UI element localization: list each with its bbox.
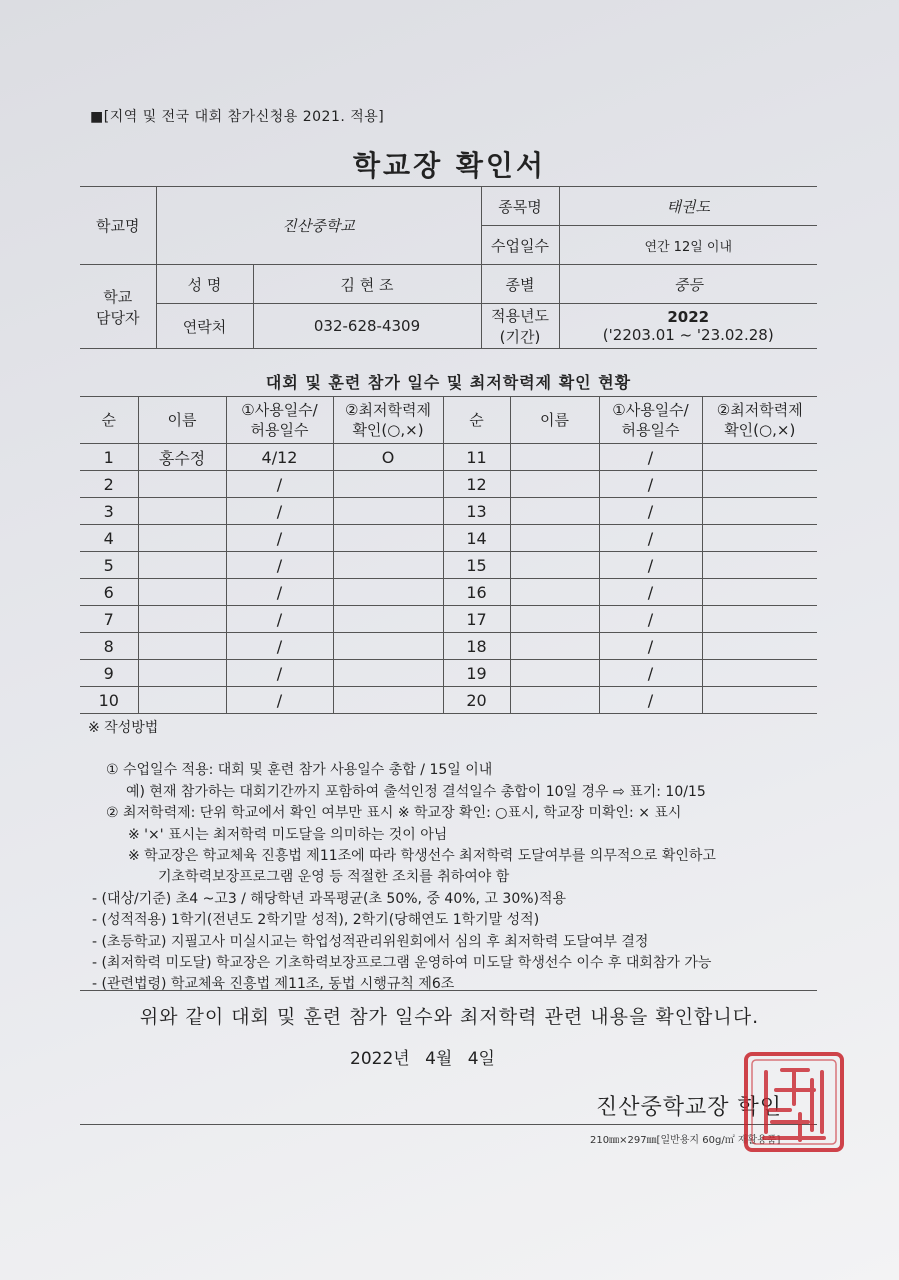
row-number: 10 [80, 687, 138, 714]
row-days-used: / [226, 525, 333, 552]
header-academic: ②최저학력제 확인(○,×) [333, 397, 443, 444]
row-number: 1 [80, 444, 138, 471]
row-days-used: / [599, 660, 702, 687]
row-student-name [510, 687, 599, 714]
row-number: 5 [80, 552, 138, 579]
row-days-used: / [226, 552, 333, 579]
row-student-name [138, 552, 226, 579]
row-days-used: / [599, 579, 702, 606]
label-phone: 연락처 [156, 304, 253, 349]
row-academic-check [333, 498, 443, 525]
school-info-table [80, 186, 817, 349]
label-division: 종별 [481, 265, 559, 304]
divider [80, 990, 817, 991]
header-days: ①사용일수/ 허용일수 [226, 397, 333, 444]
row-number: 13 [443, 498, 510, 525]
row-days-used: / [226, 498, 333, 525]
row-academic-check [333, 606, 443, 633]
row-student-name [510, 660, 599, 687]
table-row [80, 687, 817, 714]
row-number: 9 [80, 660, 138, 687]
header-no: 순 [80, 397, 138, 444]
row-student-name [510, 633, 599, 660]
label-school-contact: 학교 담당자 [80, 265, 156, 349]
row-number: 19 [443, 660, 510, 687]
row-number: 18 [443, 633, 510, 660]
row-number: 8 [80, 633, 138, 660]
row-student-name [138, 606, 226, 633]
divider [80, 1124, 817, 1125]
note-line: ① 수업일수 적용: 대회 및 훈련 참가 사용일수 총합 / 15일 이내 [106, 762, 493, 779]
row-number: 15 [443, 552, 510, 579]
note-line: ② 최저학력제: 단위 학교에서 확인 여부만 표시 ※ 학교장 확인: ○표시, 학교장 미확인: × 표시 [106, 805, 682, 822]
row-student-name [138, 660, 226, 687]
note-line: ※ '×' 표시는 최저학력 미도달을 의미하는 것이 아님 [128, 826, 448, 843]
row-number: 12 [443, 471, 510, 498]
row-student-name [510, 579, 599, 606]
row-student-name [138, 525, 226, 552]
value-apply-year: 2022 ('2203.01 ~ '23.02.28) [559, 304, 817, 349]
row-academic-check [702, 444, 817, 471]
row-academic-check [333, 633, 443, 660]
row-academic-check: O [333, 444, 443, 471]
row-student-name [510, 552, 599, 579]
note-line: 기초학력보장프로그램 운영 등 적절한 조치를 취하여야 함 [158, 869, 510, 886]
table-row [80, 444, 817, 471]
row-days-used: / [226, 579, 333, 606]
form-usage-note: ■[지역 및 전국 대회 참가신청용 2021. 적용] [90, 109, 385, 125]
participation-table [80, 396, 817, 714]
label-class-days: 수업일수 [481, 226, 559, 265]
label-apply-year: 적용년도 (기간) [481, 304, 559, 349]
row-number: 3 [80, 498, 138, 525]
row-days-used: / [226, 687, 333, 714]
table-row [80, 552, 817, 579]
row-academic-check [333, 471, 443, 498]
row-academic-check [702, 633, 817, 660]
header-name-2: 이름 [510, 397, 599, 444]
row-days-used: / [599, 606, 702, 633]
row-days-used: / [226, 606, 333, 633]
row-student-name [138, 579, 226, 606]
header-academic-2: ②최저학력제 확인(○,×) [702, 397, 817, 444]
row-number: 2 [80, 471, 138, 498]
section-title: 대회 및 훈련 참가 일수 및 최저학력제 확인 현황 [265, 373, 632, 392]
row-academic-check [333, 579, 443, 606]
value-person-name: 김 현 조 [253, 265, 481, 304]
row-academic-check [333, 687, 443, 714]
value-school-name: 진산중학교 [156, 187, 481, 265]
row-student-name [510, 498, 599, 525]
table-row [80, 606, 817, 633]
row-days-used: / [599, 687, 702, 714]
row-student-name [138, 498, 226, 525]
header-days-2: ①사용일수/ 허용일수 [599, 397, 702, 444]
note-line: - (대상/기준) 초4 ~고3 / 해당학년 과목평균(초 50%, 중 40%, 고 30%)적용 [92, 890, 567, 907]
row-number: 11 [443, 444, 510, 471]
row-academic-check [333, 552, 443, 579]
row-days-used: 4/12 [226, 444, 333, 471]
row-academic-check [702, 525, 817, 552]
row-number: 20 [443, 687, 510, 714]
note-line: 예) 현재 참가하는 대회기간까지 포함하여 출석인정 결석일수 총합이 10일 경우 ⇨ 표기: 10/15 [126, 783, 706, 800]
table-row [80, 525, 817, 552]
value-class-days: 연간 12일 이내 [559, 226, 817, 265]
row-academic-check [702, 687, 817, 714]
row-academic-check [702, 471, 817, 498]
principal-signature: 진산중학교장 학인 [596, 1095, 783, 1120]
issue-date: 2022년 4월 4일 [350, 1049, 495, 1069]
principal-seal-stamp [742, 1050, 846, 1154]
label-person-name: 성 명 [156, 265, 253, 304]
row-days-used: / [599, 471, 702, 498]
table-row [80, 633, 817, 660]
value-sport: 태권도 [559, 187, 817, 226]
row-days-used: / [599, 444, 702, 471]
row-academic-check [702, 660, 817, 687]
row-student-name [138, 471, 226, 498]
row-days-used: / [226, 633, 333, 660]
note-line: ※ 학교장은 학교체육 진흥법 제11조에 따라 학생선수 최저학력 도달여부를 의무적으로 확인하고 [128, 848, 716, 865]
row-academic-check [702, 498, 817, 525]
row-academic-check [333, 660, 443, 687]
row-student-name: 홍수정 [138, 444, 226, 471]
header-name: 이름 [138, 397, 226, 444]
row-days-used: / [599, 552, 702, 579]
table-row [80, 579, 817, 606]
row-student-name [138, 687, 226, 714]
label-school-name: 학교명 [80, 187, 156, 265]
row-days-used: / [226, 471, 333, 498]
note-line: - (관련법령) 학교체육 진흥법 제11조, 동법 시행규칙 제6조 [92, 976, 455, 993]
row-number: 17 [443, 606, 510, 633]
confirmation-text: 위와 같이 대회 및 훈련 참가 일수와 최저학력 관련 내용을 확인합니다. [139, 1006, 760, 1028]
value-division: 중등 [559, 265, 817, 304]
row-academic-check [702, 579, 817, 606]
table-row [80, 471, 817, 498]
row-student-name [510, 444, 599, 471]
row-number: 7 [80, 606, 138, 633]
row-academic-check [333, 525, 443, 552]
row-student-name [138, 633, 226, 660]
row-number: 16 [443, 579, 510, 606]
row-days-used: / [226, 660, 333, 687]
document-title: 학교장 확인서 [352, 149, 547, 182]
row-student-name [510, 471, 599, 498]
instructions-heading: ※ 작성방법 [88, 720, 159, 736]
table-row [80, 498, 817, 525]
header-no-2: 순 [443, 397, 510, 444]
note-line: - (초등학교) 지필고사 미실시교는 학업성적관리위원회에서 심의 후 최저학력 도달여부 결정 [92, 933, 649, 950]
row-number: 6 [80, 579, 138, 606]
row-student-name [510, 606, 599, 633]
row-days-used: / [599, 498, 702, 525]
row-academic-check [702, 606, 817, 633]
row-days-used: / [599, 633, 702, 660]
row-number: 14 [443, 525, 510, 552]
paper-spec: 210㎜×297㎜[일반용지 60g/㎡ 재활용품] [590, 1135, 781, 1146]
note-line: - (최저학력 미도달) 학교장은 기초학력보장프로그램 운영하여 미도달 학생선수 이수 후 대회참가 가능 [92, 955, 712, 972]
value-phone: 032-628-4309 [253, 304, 481, 349]
row-academic-check [702, 552, 817, 579]
note-line: - (성적적용) 1학기(전년도 2학기말 성적), 2학기(당해연도 1학기말 성적) [92, 912, 540, 929]
instructions [80, 718, 840, 996]
table-row [80, 660, 817, 687]
row-days-used: / [599, 525, 702, 552]
row-student-name [510, 525, 599, 552]
label-sport: 종목명 [481, 187, 559, 226]
row-number: 4 [80, 525, 138, 552]
